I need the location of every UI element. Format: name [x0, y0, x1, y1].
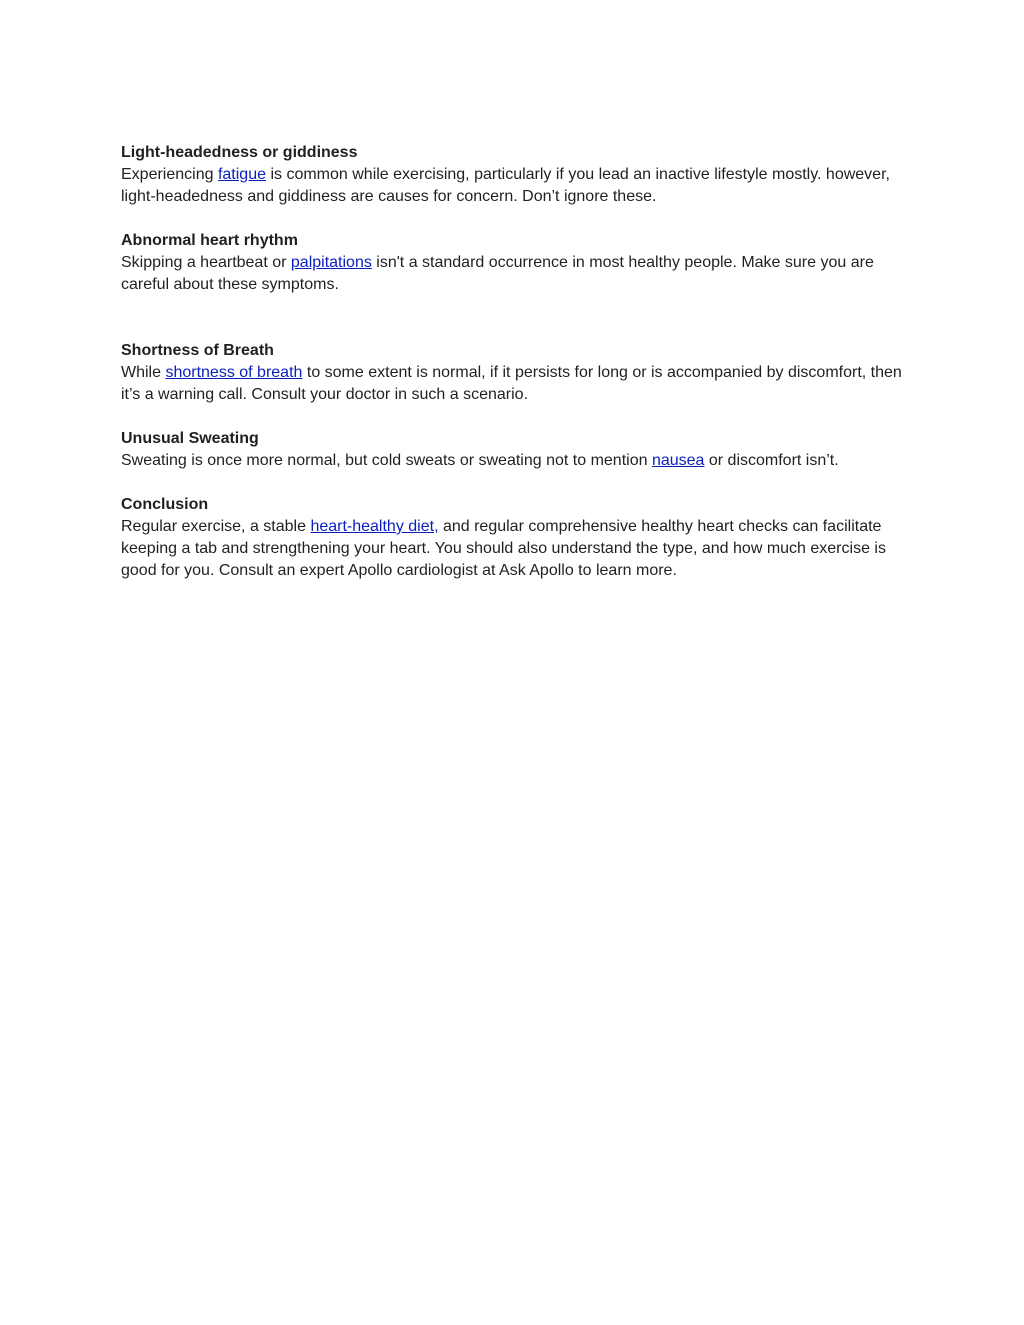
- paragraph-text: or discomfort isn’t.: [704, 452, 839, 469]
- section-unusual-sweating: [121, 428, 911, 472]
- section-heading: Light-headedness or giddiness: [121, 144, 358, 161]
- section-paragraph: [121, 252, 911, 296]
- document-page: [121, 142, 911, 582]
- section-heading: Unusual Sweating: [121, 430, 259, 447]
- spacer: [121, 406, 911, 428]
- section-light-headedness: [121, 142, 911, 208]
- spacer: [121, 472, 911, 494]
- paragraph-text: Sweating is once more normal, but cold sweats or sweating not to mention: [121, 452, 652, 469]
- fatigue-link[interactable]: fatigue: [217, 166, 266, 183]
- paragraph-text: Regular exercise, a stable: [121, 518, 311, 535]
- section-paragraph: [121, 164, 911, 208]
- section-paragraph: [121, 516, 911, 582]
- shortness-of-breath-link[interactable]: shortness of breath: [165, 364, 303, 381]
- nausea-link[interactable]: nausea: [651, 452, 705, 469]
- paragraph-text: is common while exercising, particularly if you lead an inactive lifestyle mostly. however, light-headedness and giddiness are causes for concern. Don’t ignore these.: [121, 166, 890, 205]
- paragraph-text: While: [121, 364, 166, 381]
- section-conclusion: [121, 494, 911, 582]
- palpitations-link[interactable]: palpitations: [290, 254, 372, 271]
- paragraph-text: and regular comprehensive healthy heart checks can facilitate keeping a tab and strengthening your heart. You should also understand the type, and how much exercise is good for you. Consult an expert Apollo cardiologist at Ask Apollo to learn more.: [121, 518, 886, 579]
- section-heading: Shortness of Breath: [121, 342, 274, 359]
- paragraph-text: Experiencing: [121, 166, 218, 183]
- spacer: [121, 208, 911, 230]
- section-abnormal-heart-rhythm: [121, 230, 911, 296]
- spacer: [121, 296, 911, 340]
- section-shortness-of-breath: [121, 340, 911, 406]
- section-paragraph: [121, 362, 911, 406]
- section-heading: Conclusion: [121, 496, 209, 513]
- section-heading: Abnormal heart rhythm: [121, 232, 298, 249]
- heart-healthy-diet-link[interactable]: heart-healthy diet,: [310, 518, 439, 535]
- paragraph-text: Skipping a heartbeat or: [121, 254, 291, 271]
- paragraph-text: isn't a standard occurrence in most healthy people. Make sure you are careful about these symptoms.: [121, 254, 874, 293]
- paragraph-text: to some extent is normal, if it persists for long or is accompanied by discomfort, then it’s a warning call. Consult your doctor in such a scenario.: [121, 364, 902, 403]
- section-paragraph: [121, 450, 911, 472]
